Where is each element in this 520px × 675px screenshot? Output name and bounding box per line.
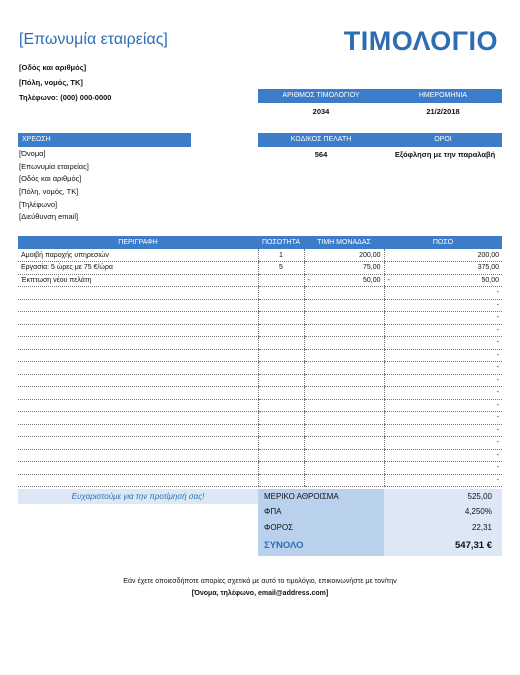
table-row	[18, 399, 502, 412]
table-row	[18, 387, 502, 400]
row-description	[18, 412, 258, 425]
footer-note: Εάν έχετε οποιεσδήποτε απορίες σχετικά με αυτό το τιμολόγιο, επικοινωνήστε με τον/την	[123, 578, 397, 585]
table-row	[18, 287, 502, 300]
row-amount	[384, 449, 502, 462]
row-unit-price	[304, 324, 384, 337]
row-amount	[384, 349, 502, 362]
row-amount	[384, 312, 502, 325]
row-unit-price	[304, 412, 384, 425]
row-amount-value: -	[496, 451, 499, 459]
row-description	[18, 349, 258, 362]
row-description	[18, 299, 258, 312]
row-amount	[384, 249, 502, 262]
row-unit-price	[304, 349, 384, 362]
row-quantity: 5	[258, 262, 304, 275]
row-quantity	[258, 412, 304, 425]
row-unit-price	[304, 374, 384, 387]
row-unit-price	[304, 387, 384, 400]
row-quantity	[258, 374, 304, 387]
company-name: [Επωνυμία εταιρείας]	[19, 31, 168, 48]
row-quantity	[258, 462, 304, 475]
table-row	[18, 424, 502, 437]
table-row	[18, 324, 502, 337]
table-row	[18, 274, 502, 287]
row-amount	[384, 387, 502, 400]
bill-to-city: [Πόλη, νομός, ΤΚ]	[19, 187, 79, 196]
row-amount-value: -	[496, 414, 499, 422]
total-value: 547,31 €	[384, 536, 502, 556]
row-amount-value: -	[496, 289, 499, 297]
table-row	[18, 312, 502, 325]
row-description	[18, 437, 258, 450]
row-description: Αμοιβή παροχής υπηρεσιών	[18, 249, 258, 262]
row-amount	[384, 274, 502, 287]
bill-to-email: [Διεύθυνση email]	[19, 212, 79, 221]
table-row	[18, 412, 502, 425]
row-unit-price	[304, 462, 384, 475]
table-row	[18, 374, 502, 387]
bill-to-phone: [Τηλέφωνο]	[19, 200, 58, 209]
total-row	[258, 536, 502, 556]
row-description	[18, 387, 258, 400]
total-label: ΣΥΝΟΛΟ	[258, 536, 384, 556]
tax-label: ΦΟΡΟΣ	[258, 519, 384, 536]
row-amount	[384, 437, 502, 450]
column-header-amount: ΠΟΣΟ	[384, 236, 502, 249]
row-amount-value: 50,00	[481, 276, 499, 284]
tax-value: 22,31	[384, 519, 502, 536]
table-row	[18, 474, 502, 487]
row-amount	[384, 399, 502, 412]
table-row	[18, 337, 502, 350]
row-description	[18, 312, 258, 325]
customer-id-header: ΚΩΔΙΚΟΣ ΠΕΛΑΤΗ	[258, 133, 384, 147]
terms-header: ΟΡΟΙ	[384, 133, 502, 147]
row-quantity	[258, 387, 304, 400]
row-quantity	[258, 449, 304, 462]
subtotal-value: 525,00	[384, 489, 502, 504]
row-quantity	[258, 312, 304, 325]
row-amount-sign: -	[387, 276, 390, 284]
vat-label: ΦΠΑ	[258, 504, 384, 519]
row-amount	[384, 474, 502, 487]
customer-id: 564	[314, 150, 328, 159]
tax-row	[258, 519, 502, 536]
row-amount-value: -	[496, 426, 499, 434]
row-quantity	[258, 437, 304, 450]
row-quantity: 1	[258, 249, 304, 262]
row-unit-price-value: 50,00	[362, 276, 381, 284]
table-row	[18, 462, 502, 475]
row-amount	[384, 287, 502, 300]
row-quantity	[258, 287, 304, 300]
row-amount-value: -	[496, 339, 499, 347]
row-description	[18, 462, 258, 475]
row-unit-price	[304, 424, 384, 437]
row-unit-price	[304, 337, 384, 350]
row-amount	[384, 424, 502, 437]
row-quantity	[258, 274, 304, 287]
row-unit-price-value: 200,00	[359, 251, 381, 259]
row-amount-value: -	[496, 389, 499, 397]
row-quantity	[258, 299, 304, 312]
table-row	[18, 262, 502, 275]
row-amount-value: -	[496, 376, 499, 384]
row-description: Έκπτωση νέου πελάτη	[18, 274, 258, 287]
bill-to-company: [Επωνυμία εταιρείας]	[19, 162, 89, 171]
table-row	[18, 299, 502, 312]
row-quantity	[258, 349, 304, 362]
row-quantity	[258, 424, 304, 437]
table-row	[18, 449, 502, 462]
row-unit-price	[304, 262, 384, 275]
row-amount-value: -	[496, 351, 499, 359]
bill-to-street: [Οδός και αριθμός]	[19, 174, 82, 183]
invoice-title: ΤΙΜΟΛΟΓΙΟ	[343, 26, 498, 56]
row-description	[18, 424, 258, 437]
company-street: [Οδός και αριθμός]	[19, 63, 87, 72]
vat-value: 4,250%	[384, 504, 502, 519]
invoice-number-header: ΑΡΙΘΜΟΣ ΤΙΜΟΛΟΓΙΟΥ	[258, 89, 384, 103]
items-table	[18, 236, 502, 487]
row-unit-price-value: 75,00	[362, 264, 381, 272]
column-header-unit-price: ΤΙΜΗ ΜΟΝΑΔΑΣ	[304, 236, 384, 249]
table-row	[18, 362, 502, 375]
row-amount	[384, 462, 502, 475]
row-amount	[384, 262, 502, 275]
row-amount	[384, 412, 502, 425]
row-amount-value: -	[496, 326, 499, 334]
thank-you-note: Ευχαριστούμε για την προτίμησή σας!	[18, 489, 258, 504]
row-amount	[384, 374, 502, 387]
column-header-description: ΠΕΡΙΓΡΑΦΗ	[18, 236, 258, 249]
row-description	[18, 474, 258, 487]
row-amount-value: -	[496, 301, 499, 309]
subtotal-row	[258, 489, 502, 504]
row-unit-price	[304, 287, 384, 300]
bill-to-header: ΧΡΕΩΣΗ	[18, 133, 191, 147]
row-description	[18, 449, 258, 462]
row-amount	[384, 362, 502, 375]
row-amount-value: -	[496, 401, 499, 409]
row-unit-price-sign: -	[307, 276, 310, 284]
row-unit-price	[304, 399, 384, 412]
row-unit-price	[304, 437, 384, 450]
row-amount	[384, 324, 502, 337]
row-description	[18, 362, 258, 375]
vat-row	[258, 504, 502, 519]
row-amount-value: 375,00	[477, 264, 499, 272]
bill-to-name: [Όνομα]	[19, 149, 46, 158]
row-quantity	[258, 474, 304, 487]
invoice-number: 2034	[312, 107, 330, 116]
table-row	[18, 437, 502, 450]
row-unit-price	[304, 249, 384, 262]
summary-block	[18, 489, 502, 556]
payment-terms: Εξόφληση με την παραλαβή	[394, 150, 496, 159]
row-amount-value: -	[496, 364, 499, 372]
invoice-date: 21/2/2018	[426, 107, 460, 116]
row-quantity	[258, 362, 304, 375]
row-quantity	[258, 399, 304, 412]
row-quantity	[258, 337, 304, 350]
column-header-quantity: ΠΟΣΟΤΗΤΑ	[258, 236, 304, 249]
row-amount	[384, 299, 502, 312]
row-amount-value: -	[496, 314, 499, 322]
company-city: [Πόλη, νομός, ΤΚ]	[19, 78, 83, 87]
row-amount-value: 200,00	[477, 251, 499, 259]
row-description	[18, 374, 258, 387]
company-phone: Τηλέφωνο: (000) 000-0000	[19, 93, 112, 102]
table-row	[18, 249, 502, 262]
row-description	[18, 324, 258, 337]
table-row	[18, 349, 502, 362]
row-description: Εργασία: 5 ώρες με 75 €/ώρα	[18, 262, 258, 275]
row-unit-price	[304, 274, 384, 287]
row-quantity	[258, 324, 304, 337]
row-amount-value: -	[496, 476, 499, 484]
row-amount-value: -	[496, 464, 499, 472]
row-unit-price	[304, 362, 384, 375]
row-amount	[384, 337, 502, 350]
subtotal-label: ΜΕΡΙΚΟ ΑΘΡΟΙΣΜΑ	[258, 489, 384, 504]
row-amount-value: -	[496, 439, 499, 447]
row-description	[18, 287, 258, 300]
row-unit-price	[304, 449, 384, 462]
row-description	[18, 399, 258, 412]
row-unit-price	[304, 474, 384, 487]
date-header: ΗΜΕΡΟΜΗΝΙΑ	[384, 89, 502, 103]
footer-contact: [Όνομα, τηλέφωνο, email@address.com]	[191, 590, 329, 597]
row-unit-price	[304, 312, 384, 325]
row-description	[18, 337, 258, 350]
row-unit-price	[304, 299, 384, 312]
